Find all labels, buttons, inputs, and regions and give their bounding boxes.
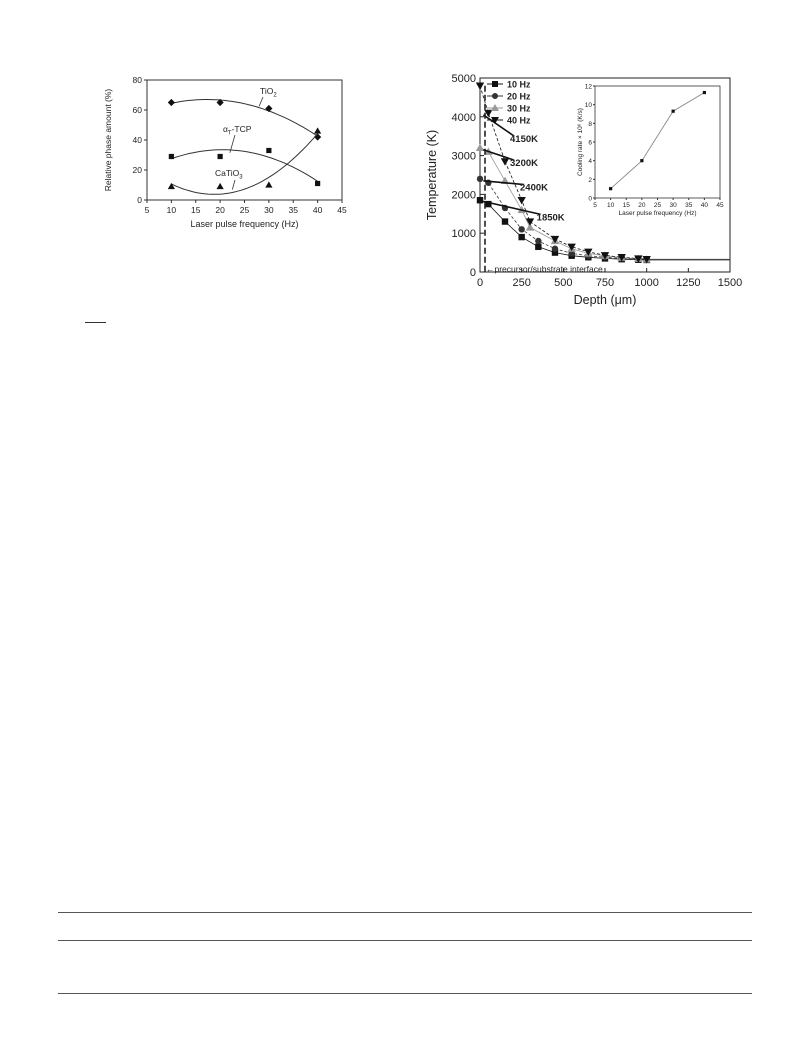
legend-marker xyxy=(492,93,498,99)
y-tick-label: 5000 xyxy=(451,73,476,85)
x-tick-label: 35 xyxy=(288,205,298,215)
y-tick-label: 20 xyxy=(132,165,142,175)
data-point xyxy=(168,99,175,106)
data-point xyxy=(217,183,224,189)
data-point xyxy=(265,181,272,187)
inset-x-tick-label: 10 xyxy=(607,202,615,209)
x-tick-label: 1000 xyxy=(634,277,659,289)
x-tick-label: 10 xyxy=(166,205,177,215)
inset-x-tick-label: 15 xyxy=(622,202,630,209)
x-tick-label: 0 xyxy=(476,277,484,289)
inset-x-tick-label: 20 xyxy=(638,202,646,209)
data-point xyxy=(477,176,483,182)
inset-frame xyxy=(595,86,720,198)
x-tick-label: 750 xyxy=(595,277,615,289)
x-tick-label: 1500 xyxy=(717,277,743,289)
annotation-leader xyxy=(259,97,263,106)
inset-y-tick-label: 10 xyxy=(584,102,592,110)
data-point xyxy=(552,246,558,252)
inset-x-tick-label: 45 xyxy=(716,202,724,209)
inset-y-tick-label: 0 xyxy=(588,195,592,203)
annotation-label: 2400K xyxy=(520,182,548,194)
y-tick-label: 40 xyxy=(132,135,142,145)
inset-data-point xyxy=(640,159,643,162)
data-point xyxy=(315,181,320,186)
y-tick-label: 80 xyxy=(132,75,142,85)
x-tick-label: 30 xyxy=(264,205,274,215)
annotation-interface: ←precursor/substrate interface xyxy=(486,263,603,274)
inset-y-tick-label: 2 xyxy=(588,176,592,184)
x-tick-label: 250 xyxy=(512,277,531,289)
inset-x-tick-label: 40 xyxy=(700,202,708,209)
data-point xyxy=(518,234,524,240)
table-rule-bottom xyxy=(58,993,752,994)
inset-x-tick-label: 35 xyxy=(685,202,693,209)
data-point xyxy=(314,127,321,133)
data-point xyxy=(502,218,508,224)
data-point xyxy=(477,197,483,203)
annotation-label: 4150K xyxy=(510,134,538,146)
x-tick-label: 20 xyxy=(215,205,225,215)
inset-x-tick-label: 25 xyxy=(653,202,662,209)
x-axis-label: Laser pulse frequency (Hz) xyxy=(190,219,299,229)
data-point xyxy=(518,226,524,232)
data-point xyxy=(501,158,509,165)
data-point xyxy=(535,244,541,250)
x-tick-label: 1250 xyxy=(676,277,701,289)
y-tick-label: 60 xyxy=(132,105,142,115)
data-point xyxy=(535,238,541,244)
inset-y-tick-label: 12 xyxy=(584,83,592,91)
inset-x-tick-label: 5 xyxy=(593,202,597,209)
x-tick-label: 45 xyxy=(337,205,347,215)
chart-phase-amount xyxy=(95,70,355,229)
x-tick-label: 40 xyxy=(312,205,323,215)
legend-label: 10 Hz xyxy=(507,79,531,90)
x-tick-label: 500 xyxy=(554,277,573,289)
annotation-label: 1850K xyxy=(536,212,565,224)
y-tick-label: 4000 xyxy=(451,111,476,124)
inset-y-axis-label: Cooling rate × 10⁶ (K/s) xyxy=(577,108,584,176)
annotation-tail: -TCP xyxy=(231,124,252,134)
fit-curve xyxy=(171,150,317,182)
inset-x-axis-label: Laser pulse frequency (Hz) xyxy=(618,210,697,217)
inset-data-point xyxy=(703,91,706,94)
data-point xyxy=(169,154,174,159)
data-point xyxy=(476,144,484,151)
data-point xyxy=(517,197,525,204)
inset-y-tick-label: 8 xyxy=(588,120,592,128)
inset-data-point xyxy=(672,110,675,113)
inset-y-tick-label: 6 xyxy=(588,139,592,147)
inset-y-tick-label: 4 xyxy=(588,158,592,166)
inset-data-point xyxy=(609,187,612,190)
y-tick-label: 0 xyxy=(469,267,476,279)
x-tick-label: 25 xyxy=(239,205,250,215)
annotation-atcp: $\alpha_T$-TCP xyxy=(223,124,252,137)
plot-frame xyxy=(147,80,342,200)
y-axis-label: Relative phase amount (%) xyxy=(103,88,113,192)
legend-label: 20 Hz xyxy=(507,91,531,102)
data-point xyxy=(265,105,272,112)
x-tick-label: 15 xyxy=(191,205,201,215)
annotation-sub: T xyxy=(227,130,232,137)
data-point xyxy=(266,148,271,153)
annotation-catio3: CaTiO$_3$ xyxy=(215,168,243,181)
data-point xyxy=(168,183,175,189)
table-rule-mid xyxy=(58,940,752,941)
table-rule-top xyxy=(58,912,752,913)
y-tick-label: 2000 xyxy=(451,189,476,202)
y-axis-label: Temperature (K) xyxy=(425,129,439,221)
annotation-sub: 2 xyxy=(273,92,277,99)
x-axis-label: Depth (μm) xyxy=(573,293,637,307)
y-tick-label: 1000 xyxy=(451,228,476,241)
inset-x-tick-label: 30 xyxy=(669,202,677,209)
data-point xyxy=(476,83,484,90)
figure-divider-short xyxy=(85,322,106,323)
annotation-leader xyxy=(232,180,235,190)
annotation-label: 3200K xyxy=(510,158,538,170)
legend-marker xyxy=(492,81,498,87)
y-tick-label: 0 xyxy=(137,195,142,205)
annotation-sub: 3 xyxy=(239,174,243,181)
data-point xyxy=(218,154,223,159)
x-tick-label: 5 xyxy=(144,205,150,215)
legend-label: 40 Hz xyxy=(507,115,531,126)
annotation-tio2: TiO$_2$ xyxy=(260,86,277,99)
legend-label: 30 Hz xyxy=(507,103,531,114)
fit-curve xyxy=(171,134,317,195)
y-tick-label: 3000 xyxy=(451,150,476,163)
chart-temperature-depth xyxy=(420,68,743,313)
